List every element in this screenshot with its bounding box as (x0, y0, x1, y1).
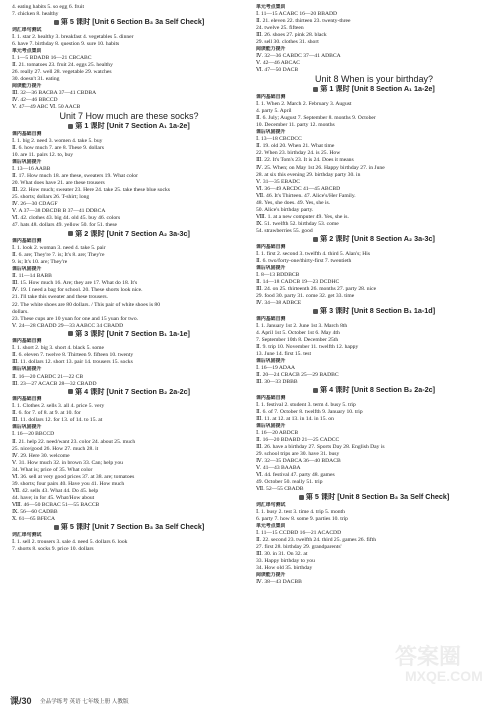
lesson-heading: 第 4 课时 [Unit 8 Section B₂ 2a-2c] (256, 386, 492, 395)
answer-line: Ⅴ. 42—46 ABCAC (256, 60, 300, 67)
answer-line: Ⅵ. 44. festival 47. party 48. games (256, 472, 335, 479)
answer-line: 24. twelve 25. fifteen (256, 25, 304, 32)
answer-line: Ⅲ. 30—33 DBBB (256, 379, 298, 386)
lesson-heading: 第 1 课时 [Unit 8 Section A₁ 1a-2e] (256, 85, 492, 94)
left-column (12, 4, 246, 553)
lesson-heading: 第 5 课时 [Unit 6 Section B₃ 3a Self Check] (12, 18, 246, 27)
answer-line: Ⅱ. 9. trip 10. November 11. twelfth 12. happy (256, 343, 359, 350)
answer-line: 30. doesn't 31. eating (12, 76, 60, 83)
section-label: 课内基础自测 (12, 239, 42, 245)
answer-line: Ⅱ. 6. how much 7. are 8. These 9. dollars (12, 144, 104, 151)
section-label: 课后巩固提升 (12, 160, 42, 166)
answer-line: 23. These cups are 10 yuan for one and 15 yuan for two. (12, 315, 139, 322)
answer-line: Ⅱ. 21. help 22. need/want 23. color 24. about 25. much (12, 438, 136, 445)
answer-line: Ⅵ. 36—49 ABCDC 41—45 ABCBD (256, 185, 341, 192)
answer-line: Ⅲ. 30. in 31. On 32. at (256, 551, 308, 558)
answer-line: dollars. (12, 308, 29, 315)
answer-line: Ⅲ. 26. have a birthday 27. Sports Day 28. English Day is (256, 444, 385, 450)
answer-line: Ⅵ. 42. clothes 43. big 44. old 45. buy 46. colors (12, 215, 121, 222)
answer-line: Ⅱ. 6. two/forty-one/thirty-first 7. twentieth (256, 257, 352, 264)
answer-line: Ⅱ. 16—20 CABDC 21—22 CB (12, 373, 84, 380)
unit-heading: Unit 8 When is your birthday? (314, 74, 434, 85)
answer-line: 22. The white shoes are 80 dollars. / This pair of white shoes is 80 (12, 301, 161, 308)
answer-line: Ⅰ. 16—19 ADAA (256, 364, 296, 371)
answer-line: 4. April 1st 5. October 1st 6. May 4th (256, 329, 340, 336)
answer-line: Ⅶ. 52—55 CBADB (256, 486, 304, 493)
answer-line: 10. December 11. party 12. months (256, 122, 335, 129)
answer-line: Ⅲ. 15. How much 16. Are; they are 17. What do 18. It's (12, 280, 138, 287)
lesson-heading: 第 1 课时 [Unit 7 Section A₁ 1a-2e] (12, 122, 246, 131)
answer-line: Ⅰ. 1. Clothes 2. sells 3. all 4. price 5. very (12, 403, 105, 410)
lesson-heading: 第 3 课时 [Unit 8 Section B₁ 1a-1d] (256, 307, 492, 316)
answer-line: 44. have; in for 45. What/How about (12, 494, 95, 501)
section-label: 课内基础自测 (256, 95, 286, 101)
section-label: 阅读能力提升 (12, 84, 42, 90)
section-label: 课后巩固提升 (256, 265, 286, 271)
answer-line: 34. How old 35. birthday (256, 565, 313, 572)
answer-line: Ⅰ. 1. festival 2. student 3. term 4. busy 5. trip (256, 401, 356, 408)
answer-line: Ⅰ. 1. big 2. need 3. women 4. take 5. buy (12, 137, 103, 144)
section-label: 课内基础自测 (256, 244, 286, 250)
lesson-heading: 第 5 课时 [Unit 7 Section B₃ 3a Self Check] (12, 523, 246, 532)
answer-line: Ⅵ. 47—50 DACB (256, 67, 299, 74)
answer-line: Ⅰ. 1—5 BDADB 16—21 CBCABC (12, 54, 92, 61)
answer-line: 27. first 28. birthday 29. grandparents' (256, 544, 342, 551)
lesson-marker-icon (68, 231, 73, 236)
answer-line: Ⅰ. 1. look 2. woman 3. need 4. take 5. pair (12, 245, 106, 252)
answer-line: Ⅱ. 20—24 CBACB 25—29 BADBC (256, 371, 339, 378)
answer-line: 26. really 27. well 28. vegetable 29. watches (12, 68, 112, 75)
answer-line: Ⅳ. 25. When; on May 1st 26. Happy birthday 27. in June (256, 164, 385, 171)
lesson-heading: 第 5 课时 [Unit 8 Section B₃ 3a Self Check] (256, 493, 492, 502)
watermark-logo: 答案圈 (395, 644, 462, 669)
lesson-marker-icon (313, 237, 318, 242)
answer-line: Ⅱ. 6. are; They're 7. is; It's 8. are; They're (12, 252, 105, 259)
section-label: 课后巩固提升 (12, 267, 42, 273)
section-label: 词汇串句测试 (256, 502, 286, 508)
answer-line: Ⅲ. 32—36 BACBA 37—41 CBDBA (12, 90, 97, 97)
answer-line: 29. school trips are 30. have 31. busy (256, 451, 340, 458)
section-label: 词汇串句测试 (12, 27, 42, 33)
answer-line: Ⅳ. 34—38 ADBCE (256, 299, 302, 306)
answer-line: Ⅶ. 42. sells 43. What 44. Do 45. help (12, 487, 99, 494)
answer-line: 50. Alice's birthday party. (256, 206, 314, 213)
answer-line: Ⅳ. 19. I need a bag for school. 20. These shorts look nice. (12, 287, 143, 294)
lesson-marker-icon (299, 495, 304, 500)
lesson-marker-icon (68, 331, 73, 336)
answer-line: Ⅲ. 22. It's Tom's 23. It is 24. Does it means (256, 157, 354, 164)
lesson-marker-icon (68, 124, 73, 129)
answer-line: Ⅲ. 26. shoes 27. pink 28. black (256, 32, 327, 39)
answer-line: 28. at six this evening 29. birthday party 30. in (256, 171, 361, 178)
answer-line: Ⅲ. 11. at 12. at 13. in 14. in 15. on (256, 415, 334, 422)
lesson-heading: 第 3 课时 [Unit 7 Section B₁ 1a-1e] (12, 330, 246, 339)
page-footer (10, 694, 490, 706)
lesson-heading: 第 4 课时 [Unit 7 Section B₂ 2a-2c] (12, 388, 246, 397)
answer-line: Ⅳ. 42—46 BBCCD (12, 97, 58, 104)
answer-line: Ⅰ. 1. busy 2. test 3. time 4. trip 5. month (256, 508, 345, 515)
answer-line: 29. sell 30. clothes 31. short (256, 39, 319, 46)
lesson-heading: 第 2 课时 [Unit 7 Section A₂ 3a-3c] (12, 230, 246, 239)
answer-line: 6. party 7. how 8. some 9. parties 10. trip (256, 516, 348, 523)
answer-line: 7. chicken 8. healthy (12, 11, 59, 18)
answer-line: 9. is; It's 10. are; They're (12, 259, 68, 266)
answer-line: Ⅰ. 1. sell 2. trousers 3. sale 4. need 5. dollars 6. look (12, 538, 128, 545)
lesson-marker-icon (313, 388, 318, 393)
section-label: 课内基础自测 (12, 339, 42, 345)
answer-line: Ⅲ. 11. dollars 12. short 13. pair 14. trousers 15. socks (12, 359, 133, 366)
answer-line: Ⅰ. 1. January 1st 2. June 1st 3. March 8th (256, 322, 348, 329)
answer-line: Ⅱ. 6. July; August 7. September 8. months 9. October (256, 115, 376, 122)
answer-line: Ⅳ. 32—36 CABDC 37—41 ADBCA (256, 53, 341, 60)
answer-line: Ⅸ. 51. twelfth 52. birthday 53. come (256, 220, 339, 227)
section-label: 单元考点集训 (12, 48, 42, 54)
answer-line: Ⅰ. 1. short 2. big 3. short 4. black 5. some (12, 345, 105, 352)
answer-line: Ⅲ. 24. on 25. thirteenth 26. months 27. party 28. nice (256, 285, 377, 292)
answer-line: Ⅷ. 46—50 BCBAC 51—55 BACCB (12, 501, 100, 508)
answer-line: Ⅴ. A 37—38 DBCDB B 37—41 DDBCA (12, 208, 106, 215)
answer-line: 4. party 5. April (256, 108, 292, 115)
unit-heading: Unit 7 How much are these socks? (59, 111, 199, 122)
lesson-marker-icon (313, 87, 318, 92)
section-label: 课后巩固提升 (256, 423, 286, 429)
answer-line: 33. Happy birthday to you (256, 558, 315, 565)
answer-line: Ⅰ. 11—15 CCDBD 16—21 ACACDD (256, 530, 342, 537)
answer-line: Ⅴ. 31. How much 32. in brown 33. Can; help you (12, 459, 123, 466)
answer-line: 34. What is; price of 35. What color (12, 466, 93, 473)
answer-line: Ⅲ. 23—27 ACACB 28—32 CBADD (12, 380, 97, 387)
page-number: 课/30 (10, 696, 32, 706)
answer-line: 54. strawberries 55. good (256, 227, 313, 234)
answer-line: Ⅱ. 14—18 CADCB 19—23 DCDHC (256, 278, 340, 285)
answer-line: 7. September 10th 8. December 25th (256, 336, 339, 343)
answer-line: Ⅰ. 1. When 2. March 2. February 3. August (256, 101, 352, 108)
answer-line: Ⅱ. 16—20 BDABD 21—25 CADCC (256, 436, 340, 443)
answer-line: 49. October 50. really 51. trip (256, 479, 323, 486)
section-label: 课内基础自测 (256, 316, 286, 322)
watermark-site: MXQE.COM (405, 668, 483, 684)
section-label: 阅读能力提升 (256, 573, 286, 579)
answer-line: Ⅱ. 6. of 7. October 8. twelfth 9. January 10. trip (256, 408, 363, 415)
answer-line: Ⅰ. 13—16 AABB (12, 166, 51, 173)
answer-line: Ⅰ. 16—20 BBCCD (12, 431, 55, 438)
answer-line: 25. nice/good 26. How 27. much 28. it (12, 445, 99, 452)
section-label: 课后巩固提升 (256, 358, 286, 364)
answer-line: 10. are 11. pairs 12. to, buy (12, 151, 74, 158)
answer-line: Ⅰ. 1. first 2. second 3. twelfth 4. third 5. Alan's; His (256, 250, 370, 257)
answer-line: 47. hats 48. dollars 49. yellow 50. for 51. these (12, 222, 118, 229)
section-label: 阅读能力提升 (256, 47, 286, 53)
answer-line: Ⅱ. 22. second 23. twelfth 24. third 25. games 26. fifth (256, 537, 377, 544)
answer-line: Ⅹ. 61—65 BFECA (12, 516, 55, 523)
answer-line: Ⅳ. 38—43 DACBB (256, 579, 302, 586)
answer-line: 25. shorts; dollars 26. T-shirt; long (12, 194, 90, 201)
lesson-marker-icon (313, 309, 318, 314)
answer-line: Ⅱ. 21. tomatoes 23. fruit 24. eggs 25. healthy (12, 61, 113, 68)
answer-line: Ⅶ. 46. It's Thirteen. 47. Alice's/Her Family. (256, 192, 356, 199)
answer-line: Ⅴ. 41—43 BAABA (256, 465, 301, 472)
answer-line: Ⅴ. 31—35 EBADC (256, 178, 300, 185)
answer-line: 20. What does have 21. are these trousers (12, 180, 105, 187)
lesson-marker-icon (68, 389, 73, 394)
answer-line: Ⅱ. 11—14 BABB (12, 273, 52, 280)
answer-line: Ⅰ. 11—15 ACABC 16—20 BBADD (256, 11, 338, 18)
section-label: 单元考点集训 (256, 5, 286, 10)
section-label: 课内基础自测 (12, 131, 42, 137)
answer-line: 4. eating habits 5. so egg 6. fruit (12, 4, 85, 10)
lesson-heading: 第 2 课时 [Unit 8 Section A₂ 3a-3c] (256, 235, 492, 244)
answer-line: Ⅳ. 29. Here 30. welcome (12, 452, 70, 459)
answer-line: 48. Yes, she does. 49. Yes, she is. (256, 199, 331, 206)
answer-line: 39. shorts; four pairs 40. Have you 41. How much (12, 480, 125, 487)
section-label: 课后巩固提升 (12, 425, 42, 431)
answer-line: Ⅱ. 21. eleven 22. thirteen 23. twenty-three (256, 18, 351, 25)
section-label: 课后巩固提升 (256, 130, 286, 136)
answer-line: Ⅰ. 8—13 BDDBCB (256, 271, 300, 278)
answer-line: Ⅰ. 13—18 CBCDCC (256, 136, 302, 143)
right-column (256, 4, 492, 586)
book-info: 全品学练考 英语 七年级上册 人教版 (40, 699, 129, 705)
answer-line: 29. food 30. party 31. come 32. get 33. time (256, 292, 355, 299)
answer-line: Ⅲ. 22. How much; sweater 23. Here 24. take 25. take these blue socks (12, 187, 170, 194)
answer-line: Ⅳ. 32—35 DABCA 36—40 BDACB (256, 458, 341, 465)
answer-line: Ⅱ. 6. eleven 7. twelve 8. Thirteen 9. fifteen 10. twenty (12, 352, 134, 359)
answer-line: 21. I'll take this sweater and these trousers. (12, 294, 108, 301)
answer-line: Ⅴ. 47—49 ABC Ⅵ. 50 AACB (12, 104, 81, 111)
answer-line: Ⅴ. 24—28 CBADD 29—33 AABCC 34 CBADD (12, 322, 124, 329)
answer-line: Ⅱ. 17. How much 18. are these, sweaters 19. What color (12, 173, 138, 180)
answer-line: Ⅵ. 36. sell at very good prices 37. at 38. are; tomatoes (12, 473, 135, 480)
answer-line: 6. have 7. birthday 8. question 9. sure 10. habits (12, 40, 120, 47)
lesson-marker-icon (54, 20, 59, 25)
answer-line: Ⅱ. 6. for 7. of 8. at 9. at 10. for (12, 410, 81, 417)
answer-line: Ⅱ. 19. old 20. When 21. What time (256, 143, 335, 150)
answer-line: Ⅳ. 26—30 CDAGF (12, 201, 58, 208)
section-label: 课内基础自测 (256, 395, 286, 401)
section-label: 课后巩固提升 (12, 367, 42, 373)
section-label: 课内基础自测 (12, 397, 42, 403)
answer-line: 13. June 14. first 15. test (256, 350, 312, 357)
answer-line: Ⅲ. 11. dollars 12. for 13. of 14. to 15. at (12, 417, 103, 424)
lesson-marker-icon (54, 525, 59, 530)
section-label: 单元考点集训 (256, 524, 286, 530)
answer-line: 22. When 23. birthday 24. is 25. How (256, 150, 341, 157)
answer-line: Ⅰ. 1. star 2. healthy 3. breakfast 4. vegetables 5. dinner (12, 33, 134, 40)
answer-line: 7. shorts 8. socks 9. price 10. dollars (12, 545, 94, 552)
answer-line: Ⅸ. 56—60 CADBB (12, 508, 58, 515)
answer-line: Ⅰ. 16—20 ABDCB (256, 429, 299, 436)
answer-line: Ⅷ. 1. at a new computer 49. Yes, she is. (256, 213, 349, 220)
section-label: 词汇串句测试 (12, 532, 42, 538)
